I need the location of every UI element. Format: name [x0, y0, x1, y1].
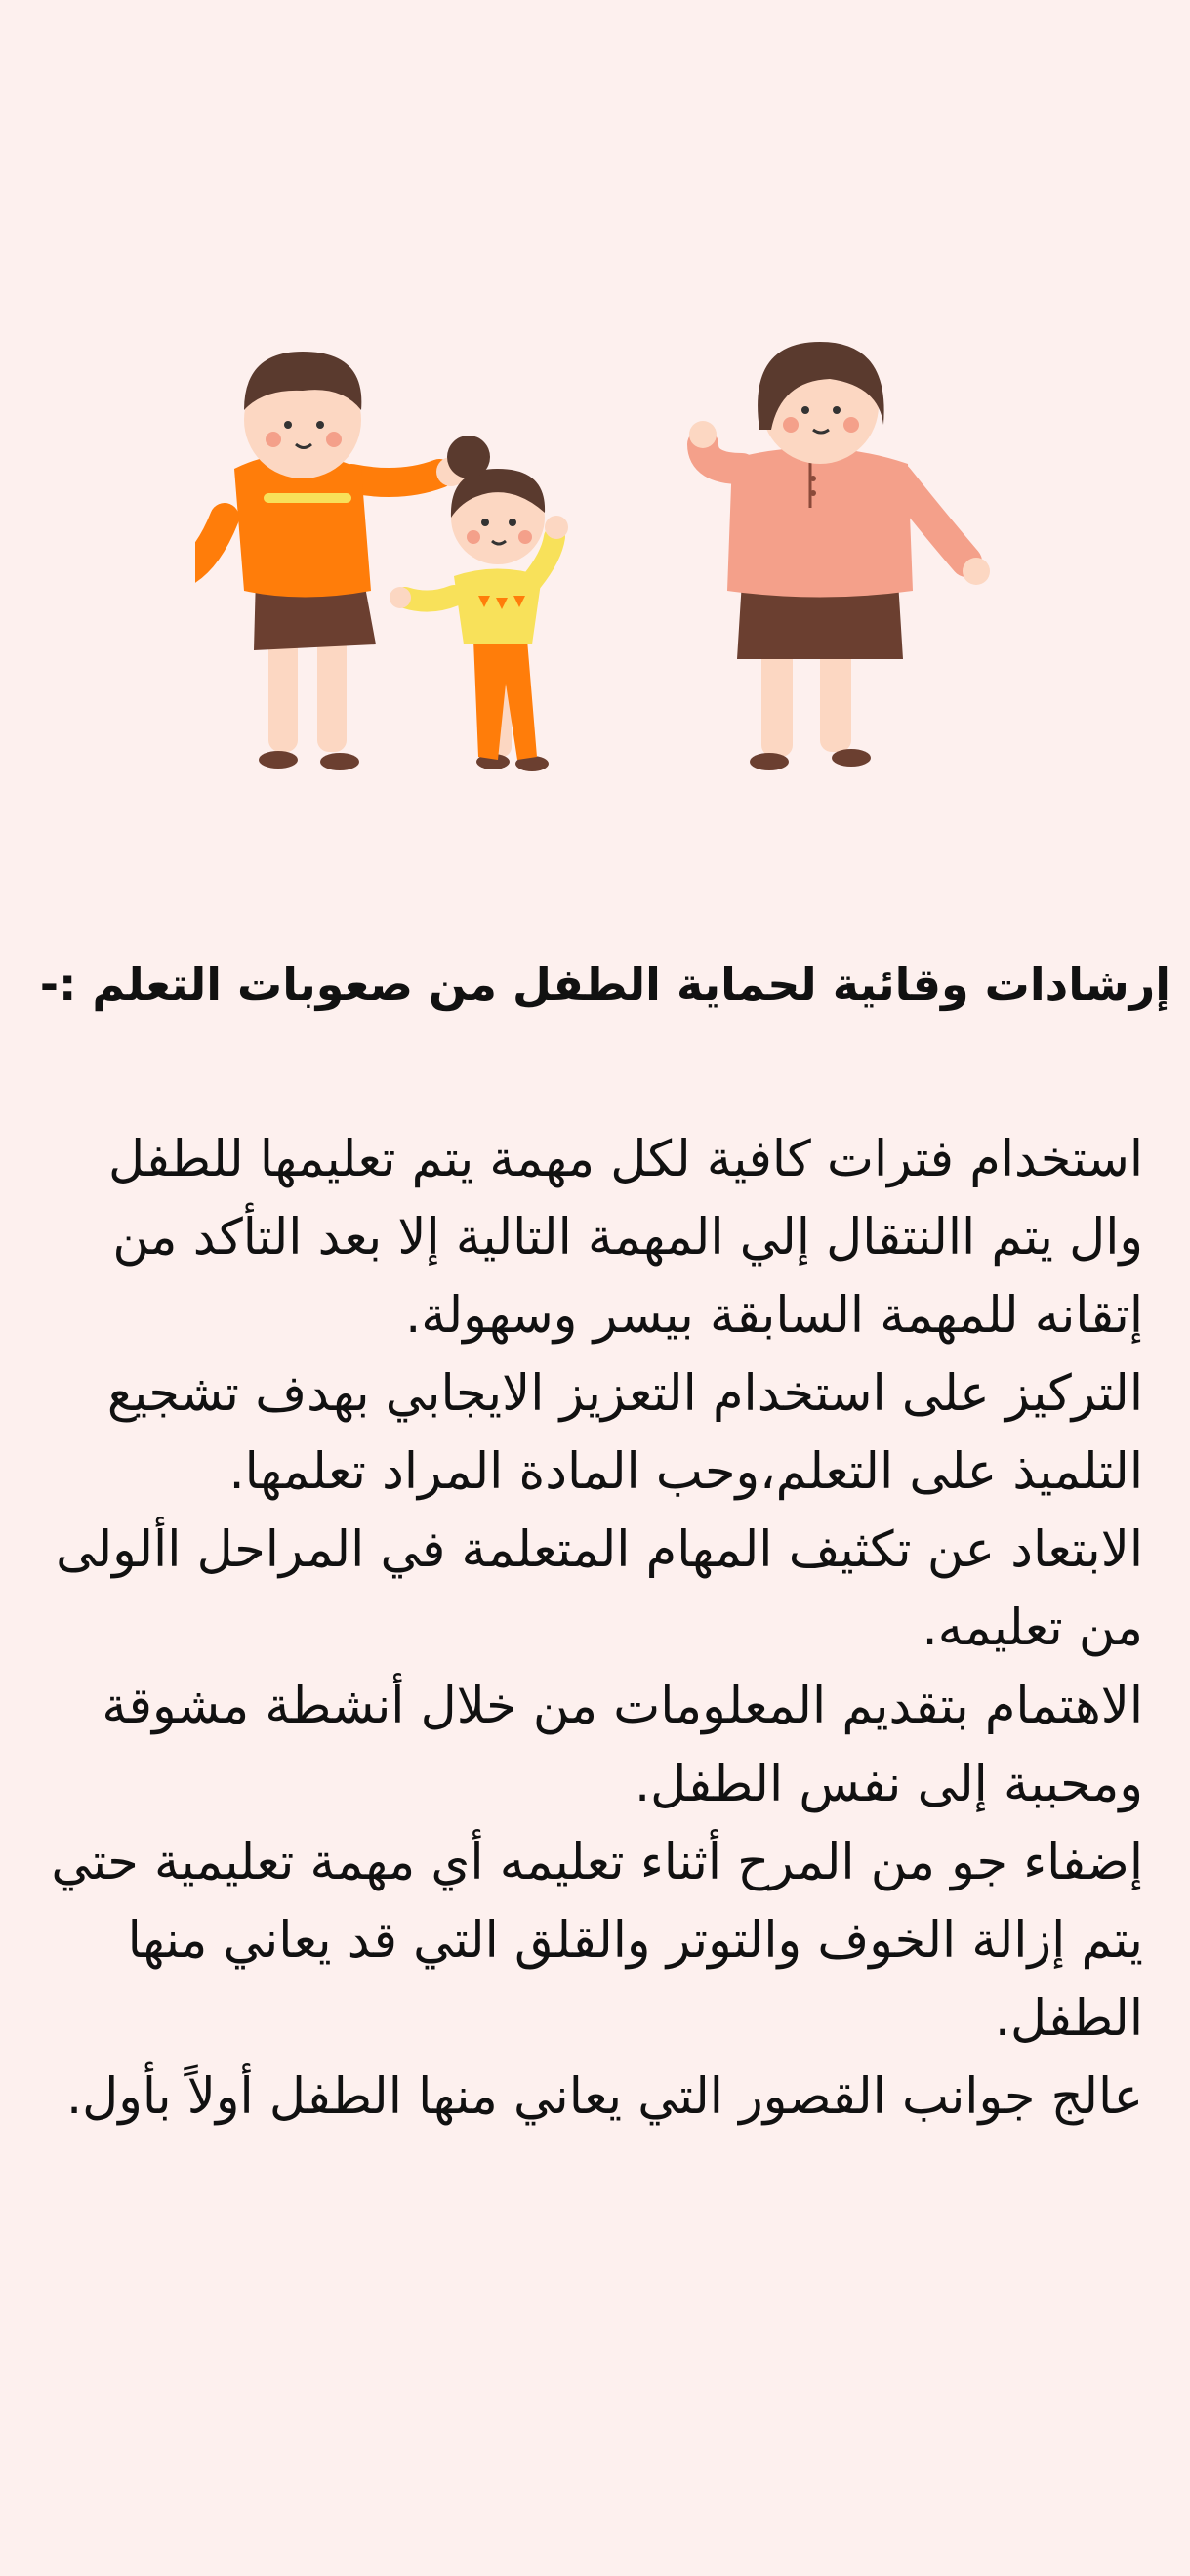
list-item: الاهتمام بتقديم المعلومات من خلال أنشطة مشوقة ومحببة إلى نفس الطفل.	[102, 1678, 1143, 1813]
list-item: استخدام فترات كافية لكل مهمة يتم تعليمها للطفل وال يتم االنتقال إلي المهمة التالية إلا بعد التأكد من إتقانه للمهمة السابقة بيسر وسهولة.	[107, 1131, 1143, 1345]
page-title: إرشادات وقائية لحماية الطفل من صعوبات التعلم :-	[39, 958, 1170, 1011]
list-item: التركيز على استخدام التعزيز الايجابي بهدف تشجيع التلميذ على التعلم،وحب المادة المراد تعلمها.	[106, 1365, 1143, 1501]
tips-list	[40, 1121, 1143, 2137]
boy-figure	[195, 352, 466, 770]
woman-figure	[689, 342, 990, 770]
family-illustration	[195, 332, 1015, 801]
list-item: عالج جوانب القصور التي يعاني منها الطفل أولاً بأول.	[65, 2068, 1143, 2126]
family-children-icon	[195, 332, 1015, 801]
list-item: إضفاء جو من المرح أثناء تعليمه أي مهمة تعليمية حتي يتم إزالة الخوف والتوتر والقلق التي قد يعاني منها الطفل.	[51, 1834, 1143, 2048]
list-item: الابتعاد عن تكثيف المهام المتعلمة في المراحل األولى من تعليمه.	[56, 1521, 1143, 1657]
